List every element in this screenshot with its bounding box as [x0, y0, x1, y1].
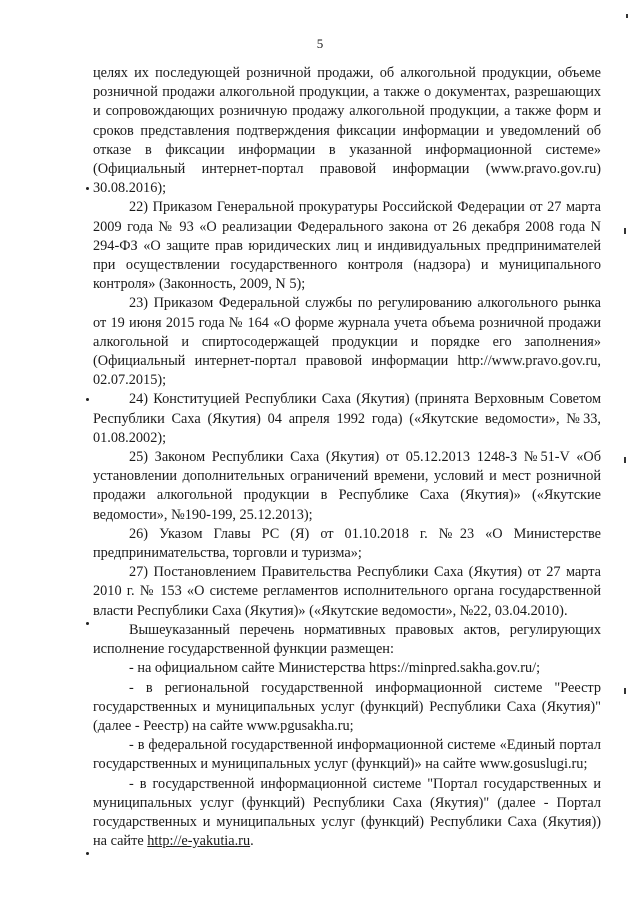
- list-item-registry: - в региональной государственной информационной системе "Реестр государственных и муниципальных услуг (функций) Республики Саха (Якутия)" (далее - Реестр) на сайте www.pgusakha.ru;: [93, 679, 601, 734]
- paragraph-item-25: 25) Законом Республики Саха (Якутия) от 05.12.2013 1248-З №51-V «Об установлении дополнительных ограничений времени, условий и мест розничной продажи алкогольной продукции в Республике Саха (Якутия)» («Якутские ведомости», №190-199, 25.12.2013);: [93, 449, 601, 523]
- scan-mark: [624, 457, 626, 463]
- paragraph-continuation: целях их последующей розничной продажи, об алкогольной продукции, объеме розничной продажи алкогольной продукции, а также о документах, разрешающих и сопровождающих розничную продажу алкогольной продукции, а также форм и сроков представления подтверждения фиксации информации и уведомлений об отказе в фиксации информации в указанной информационной системе» (Официальный интернет-портал правовой информации (www.pravo.gov.ru) 30.08.2016);: [93, 65, 601, 197]
- scan-mark: [86, 398, 89, 401]
- paragraph-item-27: 27) Постановлением Правительства Республики Саха (Якутия) от 27 марта 2010 г. № 153 «О системе регламентов исполнительного органа государственной власти Республики Саха (Якутия)» («Якутские ведомости», №22, 03.04.2010).: [93, 564, 601, 619]
- scan-mark: [624, 688, 626, 694]
- scan-mark: [626, 14, 628, 18]
- scan-mark: [86, 622, 89, 625]
- paragraph-list-intro: Вышеуказанный перечень нормативных правовых актов, регулирующих исполнение государственной функции размещен:: [93, 621, 601, 658]
- list-item-regional-portal: [93, 775, 601, 852]
- list-item-gosuslugi: - в федеральной государственной информационной системе «Единый портал государственных и муниципальных услуг (функций)» на сайте www.gosuslugi.ru;: [93, 737, 601, 773]
- page-number: 5: [316, 36, 324, 51]
- regional-portal-text: - в государственной информационной системе "Портал государственных и муниципальных услуг (функций) Республики Саха (Якутия)" (далее - Портал государственных и муниципальных услуг (функций) Республики Саха (Якутия)) на сайте: [93, 775, 601, 850]
- paragraph-item-23: 23) Приказом Федеральной службы по регулированию алкогольного рынка от 19 июня 2015 года № 164 «О форме журнала учета объема розничной продажи алкогольной и спиртосодержащей продукции и порядке его заполнения» (Официальный интернет-портал правовой информации http://www.pravo.gov.ru, 02.07.2015);: [93, 295, 601, 389]
- paragraph-item-26: 26) Указом Главы РС (Я) от 01.10.2018 г. №23 «О Министерстве предпринимательства, торговли и туризма»;: [93, 525, 601, 562]
- document-body: [93, 64, 601, 851]
- list-item-ministry-site: - на официальном сайте Министерства https://minpred.sakha.gov.ru/;: [129, 660, 541, 677]
- paragraph-item-24: 24) Конституцией Республики Саха (Якутия) (принята Верховным Советом Республики Саха (Якутия) 04 апреля 1992 года) («Якутские ведомости», №33, 01.08.2002);: [93, 391, 601, 446]
- e-yakutia-link[interactable]: http://e-yakutia.ru: [147, 833, 251, 850]
- regional-portal-end: .: [250, 833, 254, 850]
- scan-mark: [86, 187, 89, 190]
- paragraph-item-22: 22) Приказом Генеральной прокуратуры Российской Федерации от 27 марта 2009 года № 93 «О реализации Федерального закона от 26 декабря 2008 года N 294-ФЗ «О защите прав юридических лиц и индивидуальных предпринимателей при осуществлении государственного контроля (надзора) и муниципального контроля» (Законность, 2009, N 5);: [93, 199, 601, 293]
- scan-mark: [624, 228, 626, 234]
- scan-mark: [86, 852, 89, 855]
